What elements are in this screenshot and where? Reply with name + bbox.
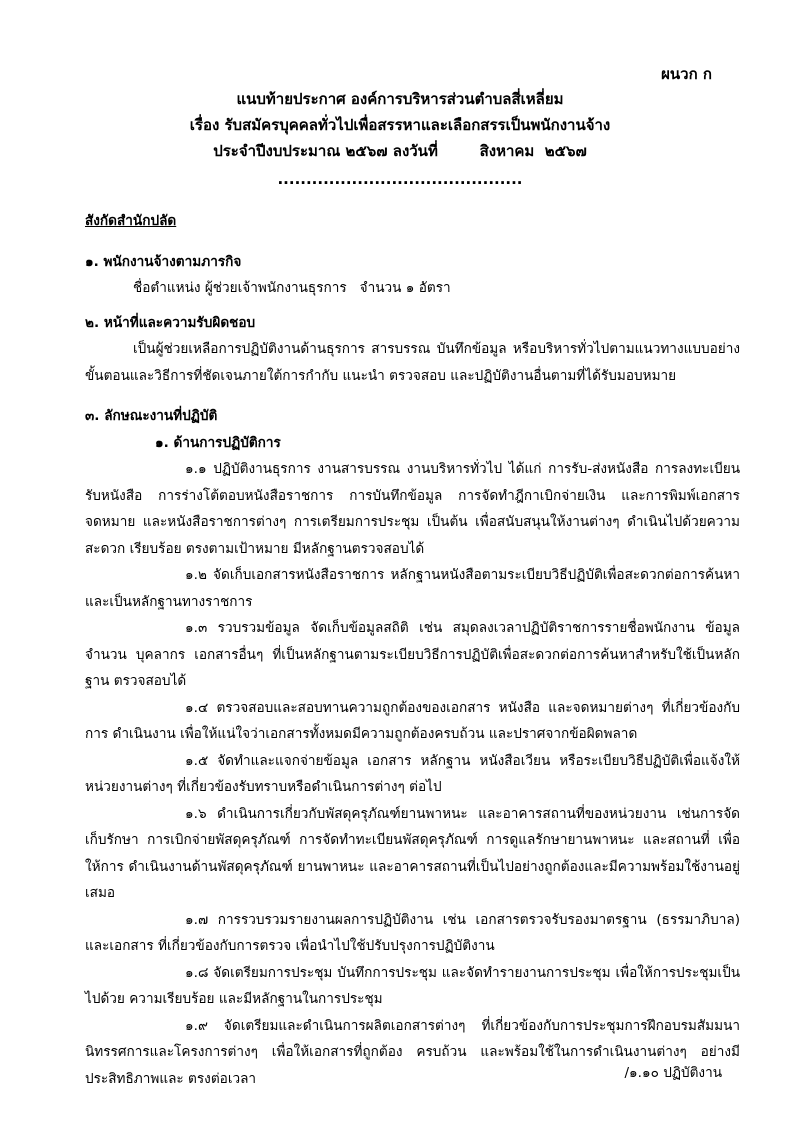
duty-item-1-4: ๑.๔ ตรวจสอบและสอบทานความถูกต้องของเอกสาร หนังสือ และจดหมายต่างๆ ที่เกี่ยวข้องกับการ ดำเนินงาน เพื่อให้แน่ใจว่าเอกสารทั้งหมดมีความถูกต้องครบถ้วน และปราศจากข้อผิดพลาด bbox=[85, 699, 740, 742]
header-dots: ........................................... bbox=[277, 170, 523, 188]
section-2-body: เป็นผู้ช่วยเหลือการปฏิบัติงานด้านธุรการ สารบรรณ บันทึกข้อมูล หรือบริหารทั่วไปตามแนวทางแบบอย่าง ขั้นตอนและวิธีการที่ชัดเจนภายใต้การกำกับ แนะนำ ตรวจสอบ และปฏิบัติงานอื่นตามที่ได้รับมอบหมาย bbox=[85, 341, 740, 384]
document-body bbox=[85, 208, 740, 1092]
affiliation-heading: สังกัดสำนักปลัด bbox=[85, 213, 177, 229]
duty-item-1-9: ๑.๙ จัดเตรียมและดำเนินการผลิตเอกสารต่างๆ ที่เกี่ยวข้องกับการประชุมการฝึกอบรมสัมมนา นิทรรศการและโครงการต่างๆ เพื่อให้เอกสารที่ถูกต้อง ครบถ้วน และพร้อมใช้ในการดำเนินงานต่างๆ อย่างมีประสิทธิภาพและ ตรงต่อเวลา bbox=[85, 1017, 740, 1087]
duty-item-1-2: ๑.๒ จัดเก็บเอกสารหนังสือราชการ หลักฐานหนังสือตามระเบียบวิธีปฏิบัติเพื่อสะดวกต่อการค้นหา และเป็นหลักฐานทางราชการ bbox=[85, 567, 740, 610]
document-header bbox=[0, 86, 800, 192]
duty-item-1-1: ๑.๑ ปฏิบัติงานธุรการ งานสารบรรณ งานบริหารทั่วไป ได้แก่ การรับ-ส่งหนังสือ การลงทะเบียนรับหนังสือ การร่างโต้ตอบหนังสือราชการ การบันทึกข้อมูล การจัดทำฎีกาเบิกจ่ายเงิน และการพิมพ์เอกสารจดหมาย และหนังสือราชการต่างๆ การเตรียมการประชุม เป็นต้น เพื่อสนับสนุนให้งานต่างๆ ดำเนินไปด้วยความสะดวก เรียบร้อย ตรงตามเป้าหมาย มีหลักฐานตรวจสอบได้ bbox=[85, 461, 740, 557]
section-3-title: ๓. ลักษณะงานที่ปฏิบัติ bbox=[85, 408, 218, 424]
section-3-subtitle: ๑. ด้านการปฏิบัติการ bbox=[155, 434, 281, 451]
header-line-3: ประจำปีงบประมาณ ๒๕๖๗ ลงวันที่ สิงหาคม ๒๕๖๗ bbox=[213, 142, 587, 160]
continuation-note: /๑.๑๐ ปฏิบัติงาน bbox=[624, 1065, 722, 1081]
duty-item-1-7: ๑.๗ การรวบรวมรายงานผลการปฏิบัติงาน เช่น เอกสารตรวจรับรองมาตรฐาน (ธรรมาภิบาล) และเอกสาร ที่เกี่ยวข้องกับการตรวจ เพื่อนำไปใช้ปรับปรุงการปฏิบัติงาน bbox=[85, 911, 740, 954]
duty-item-1-5: ๑.๕ จัดทำและแจกจ่ายข้อมูล เอกสาร หลักฐาน หนังสือเวียน หรือระเบียบวิธีปฏิบัติเพื่อแจ้งให้หน่วยงานต่างๆ ที่เกี่ยวข้องรับทราบหรือดำเนินการต่างๆ ต่อไป bbox=[85, 752, 740, 795]
header-line-2: เรื่อง รับสมัครบุคคลทั่วไปเพื่อสรรหาและเลือกสรรเป็นพนักงานจ้าง bbox=[189, 116, 611, 134]
section-1-title: ๑. พนักงานจ้างตามภารกิจ bbox=[85, 253, 242, 270]
section-1-position: ชื่อตำแหน่ง ผู้ช่วยเจ้าพนักงานธุรการ จำนวน ๑ อัตรา bbox=[133, 280, 451, 296]
section-2-title: ๒. หน้าที่และความรับผิดชอบ bbox=[85, 314, 256, 331]
annex-label: ผนวก ก bbox=[661, 65, 712, 83]
header-line-1: แนบท้ายประกาศ องค์การบริหารส่วนตำบลสี่เหลี่ยม bbox=[236, 90, 564, 108]
duty-item-1-6: ๑.๖ ดำเนินการเกี่ยวกับพัสดุครุภัณฑ์ยานพาหนะ และอาคารสถานที่ของหน่วยงาน เช่นการจัดเก็บรักษา การเบิกจ่ายพัสดุครุภัณฑ์ การจัดทำทะเบียนพัสดุครุภัณฑ์ การดูแลรักษายานพาหนะ และสถานที่ เพื่อให้การ ดำเนินงานด้านพัสดุครุภัณฑ์ ยานพาหนะ และอาคารสถานที่เป็นไปอย่างถูกต้องและมีความพร้อมใช้งานอยู่เสมอ bbox=[85, 805, 740, 901]
duty-item-1-3: ๑.๓ รวบรวมข้อมูล จัดเก็บข้อมูลสถิติ เช่น สมุดลงเวลาปฏิบัติราชการรายชื่อพนักงาน ข้อมูลจำนวน บุคลากร เอกสารอื่นๆ ที่เป็นหลักฐานตามระเบียบวิธีการปฏิบัติเพื่อสะดวกต่อการค้นหาสำหรับใช้เป็นหลักฐาน ตรวจสอบได้ bbox=[85, 620, 740, 689]
duty-item-1-8: ๑.๘ จัดเตรียมการประชุม บันทึกการประชุม และจัดทำรายงานการประชุม เพื่อให้การประชุมเป็นไปด้วย ความเรียบร้อย และมีหลักฐานในการประชุม bbox=[85, 964, 740, 1007]
